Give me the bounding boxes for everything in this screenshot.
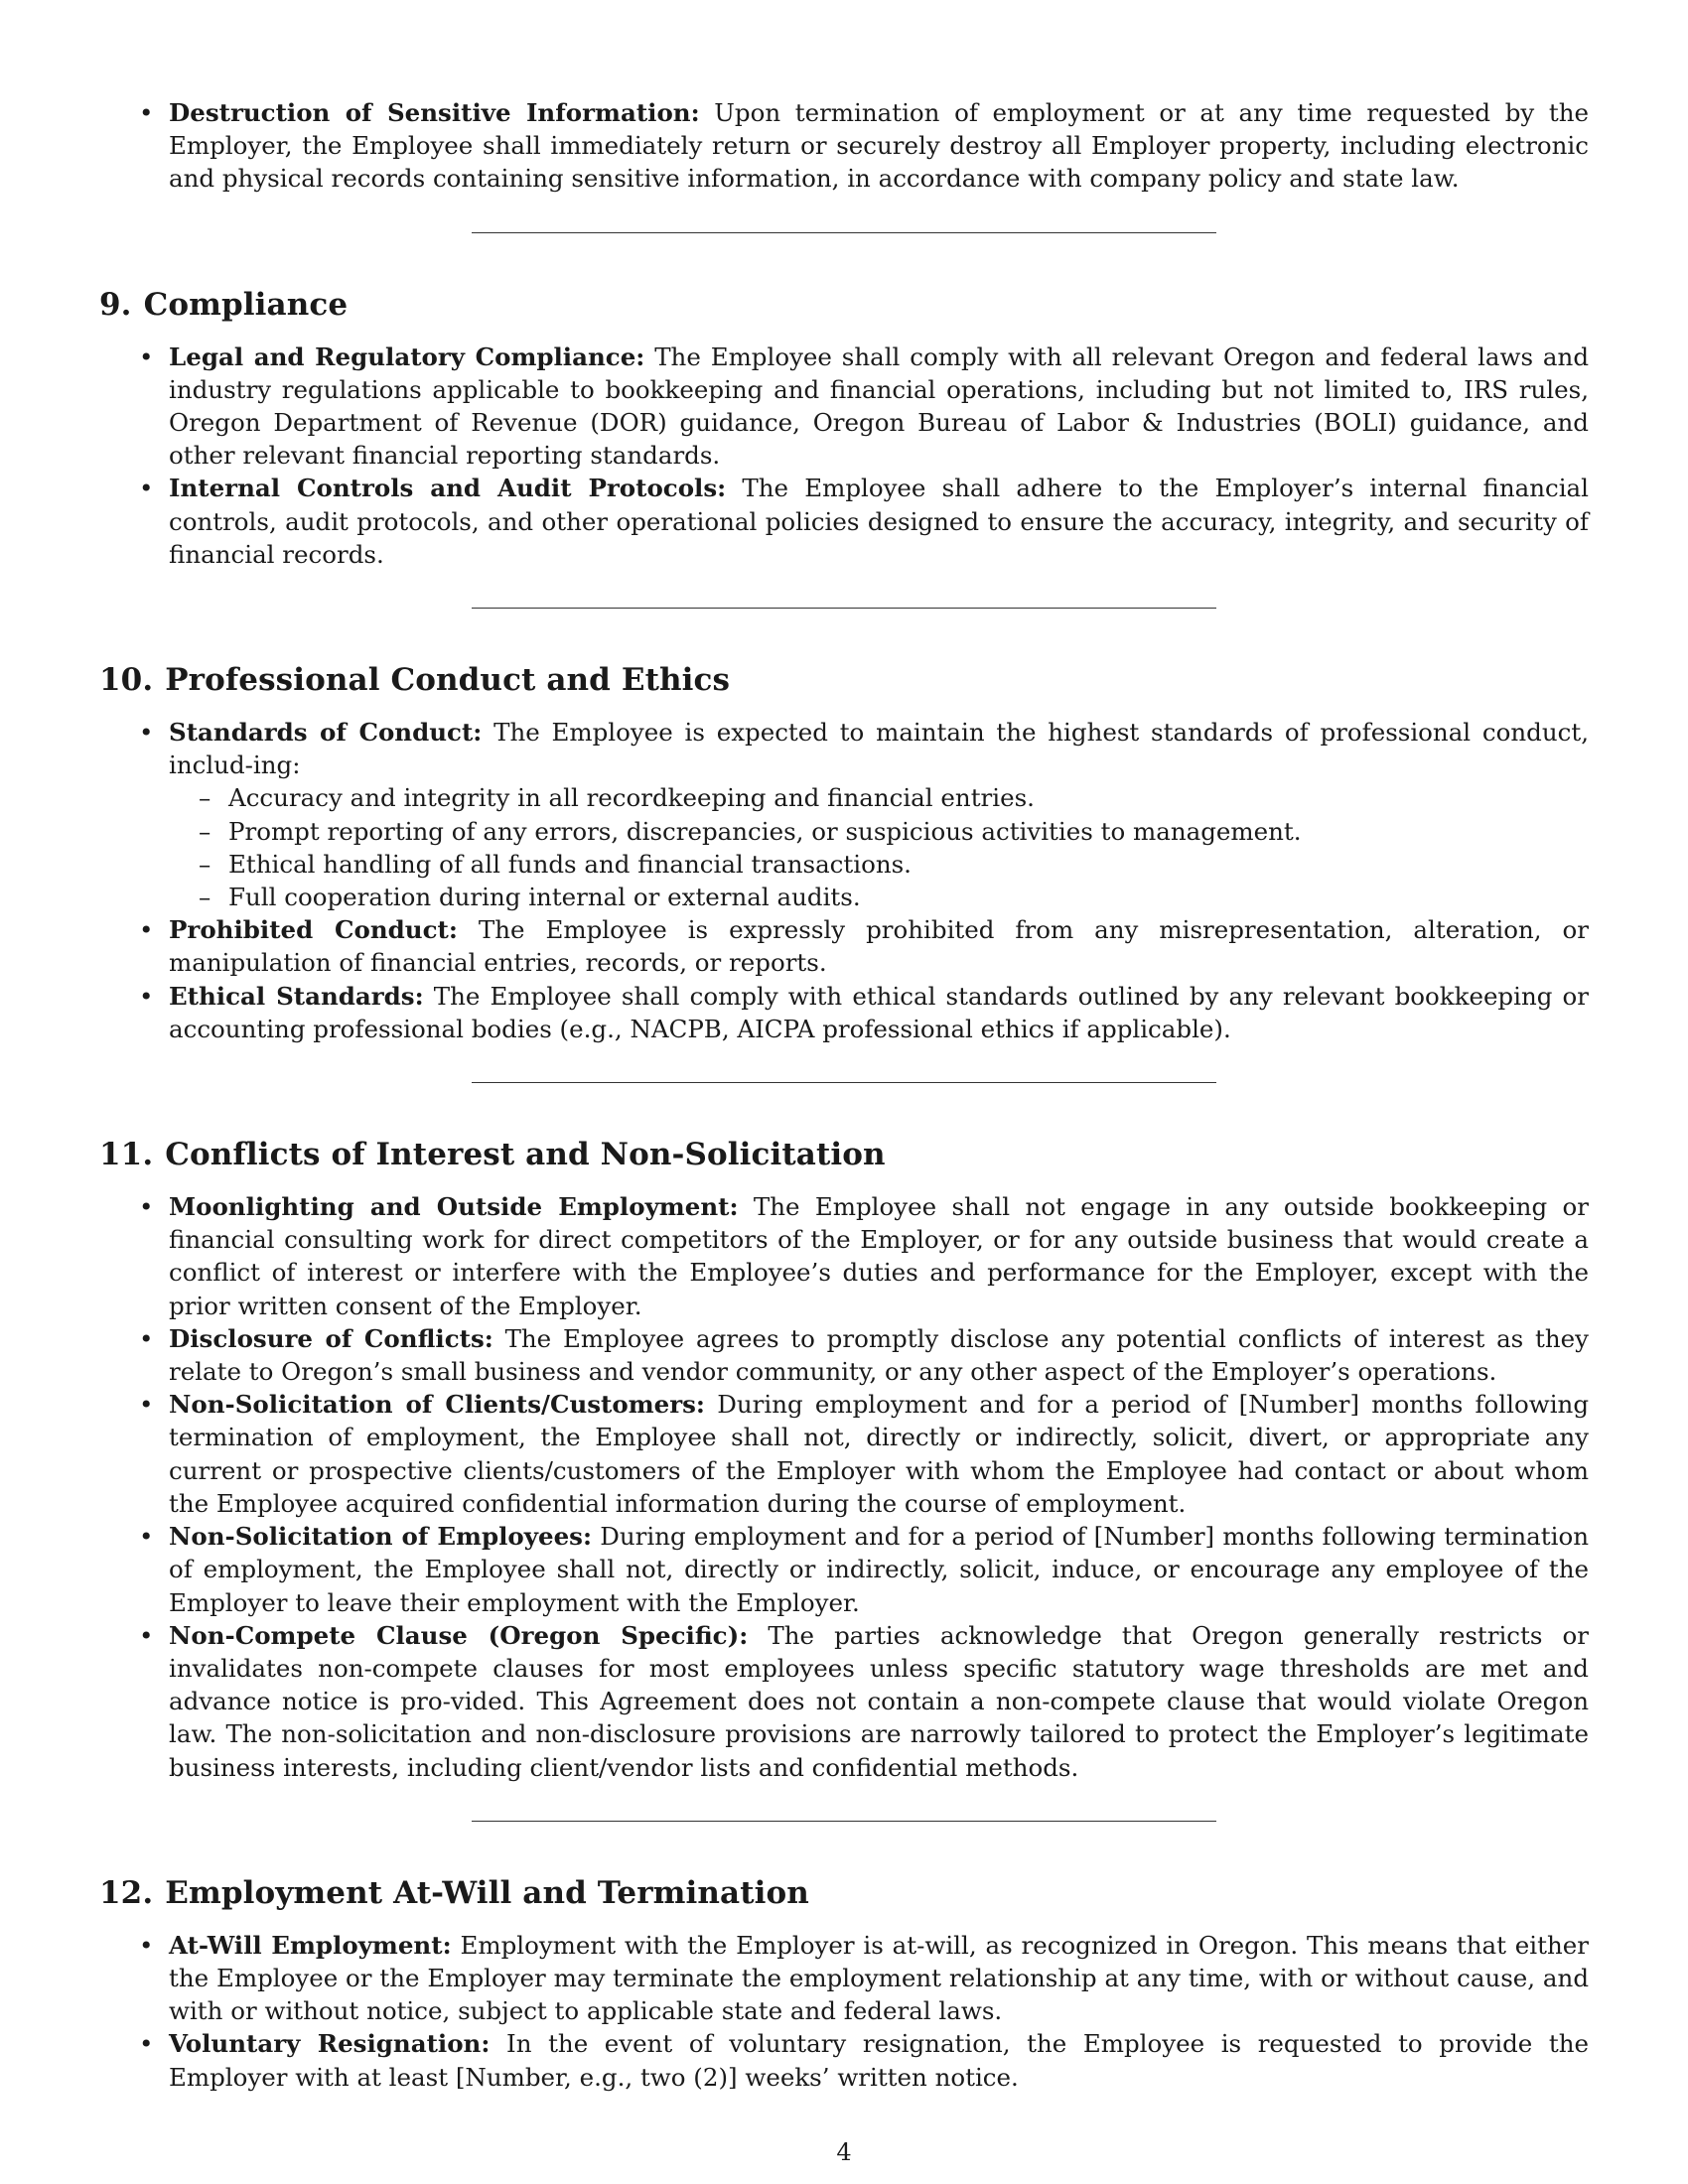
item-text: During employment and for a period of [Number] months following termination of employment, the Employee shall not, directly or indirectly, solicit, induce, or encourage any employee of the Employer to leave their employment with the Employer. <box>169 1522 1589 1617</box>
section-title: Compliance <box>143 286 349 323</box>
item-title: Prohibited Conduct: <box>169 915 458 945</box>
list-item-internal-controls <box>99 472 1589 571</box>
section-number: 9. <box>99 286 132 323</box>
section-11-list <box>99 1190 1589 1784</box>
section-10-conduct <box>99 660 1589 1045</box>
item-title: At-Will Employment: <box>169 1930 452 1960</box>
item-text: During employment and for a period of [Number] months following termination of employment, the Employee shall not, directly or indirectly, solicit, divert, or appropriate any current or prospective clients/customers of the Employer with whom the Employee had contact or about whom the Employee acquired confidential information during the course of employment. <box>169 1390 1590 1518</box>
item-title: Standards of Conduct: <box>169 718 483 748</box>
list-item-at-will <box>99 1929 1589 2028</box>
item-text: The Employee shall adhere to the Employer’s internal financial controls, audit protocols, and other operational policies designed to ensure the accuracy, integrity, and security of financial records. <box>169 474 1589 569</box>
item-text: The Employee shall comply with ethical standards outlined by any relevant bookkeeping or accounting professional bodies (e.g., NACPB, AICPA professional ethics if applicable). <box>169 981 1589 1043</box>
item-title: Non-Compete Clause (Oregon Specific): <box>169 1620 749 1650</box>
list-item-moonlighting <box>99 1190 1589 1322</box>
item-title: Legal and Regulatory Compliance: <box>169 341 645 371</box>
list-item-ethical-standards <box>99 980 1589 1045</box>
item-text: In the event of voluntary resignation, the Employee is requested to provide the Employer with at least [Number, e.g., two (2)] weeks’ written notice. <box>169 2029 1589 2092</box>
section-8-continued <box>99 96 1589 196</box>
list-item-voluntary-resignation <box>99 2027 1589 2093</box>
sub-item: – Full cooperation during internal or external audits. <box>169 881 1589 913</box>
list-item-prohibited-conduct <box>99 913 1589 979</box>
section-heading <box>99 660 1589 700</box>
list-item-legal-compliance <box>99 341 1589 473</box>
section-12-termination <box>99 1873 1589 2094</box>
item-text: The parties acknowledge that Oregon generally restricts or invalidates non-compete clauses for most employees unless specific statutory wage thresholds are met and advance notice is pro-vided. This Agreement does not contain a non-compete clause that would violate Oregon law. The non-solicitation and non-disclosure provisions are narrowly tailored to protect the Employer’s legitimate business interests, including client/vendor lists and confidential methods. <box>169 1620 1589 1782</box>
section-number: 10. <box>99 662 154 699</box>
list-item-non-compete <box>99 1619 1589 1784</box>
section-11-conflicts <box>99 1135 1589 1784</box>
item-title: Non-Solicitation of Employees: <box>169 1522 593 1552</box>
list-item-non-solicit-clients <box>99 1388 1589 1520</box>
conduct-sublist <box>169 781 1589 913</box>
item-title: Disclosure of Conflicts: <box>169 1323 493 1353</box>
section-divider <box>472 1082 1216 1083</box>
section-9-list <box>99 341 1589 571</box>
sub-item: – Prompt reporting of any errors, discrepancies, or suspicious activities to management. <box>169 815 1589 848</box>
list-item-disclosure <box>99 1322 1589 1388</box>
sub-item: – Accuracy and integrity in all recordkeeping and financial entries. <box>169 781 1589 814</box>
section-divider <box>472 232 1216 233</box>
section-number: 11. <box>99 1137 154 1173</box>
item-text: The Employee agrees to promptly disclose any potential conflicts of interest as they relate to Oregon’s small business and vendor community, or any other aspect of the Employer’s operations. <box>169 1323 1589 1387</box>
section-8-list <box>99 96 1589 196</box>
list-item-standards-of-conduct <box>99 716 1589 913</box>
item-text: Employment with the Employer is at-will, as recognized in Oregon. This means that either the Employee or the Employer may terminate the employment relationship at any time, with or without cause, and with or without notice, subject to applicable state and federal laws. <box>169 1930 1589 2026</box>
section-divider <box>472 608 1216 609</box>
item-title: Internal Controls and Audit Protocols: <box>169 474 727 503</box>
item-title: Non-Solicitation of Clients/Customers: <box>169 1390 705 1420</box>
section-title: Professional Conduct and Ethics <box>165 662 731 699</box>
item-title: Voluntary Resignation: <box>169 2029 491 2059</box>
item-title: Moonlighting and Outside Employment: <box>169 1192 739 1222</box>
section-heading <box>99 285 1589 325</box>
section-12-list <box>99 1929 1589 2094</box>
item-title: Destruction of Sensitive Information: <box>169 98 700 127</box>
sub-item: – Ethical handling of all funds and financial transactions. <box>169 848 1589 881</box>
page-number: 4 <box>836 2138 852 2166</box>
section-10-list <box>99 716 1589 1045</box>
section-divider <box>472 1821 1216 1822</box>
section-heading <box>99 1135 1589 1174</box>
list-item-destruction <box>99 96 1589 196</box>
item-text: The Employee is expressly prohibited from any misrepresentation, alteration, or manipulation of financial entries, records, or reports. <box>169 915 1589 978</box>
section-title: Employment At-Will and Termination <box>165 1874 809 1911</box>
list-item-non-solicit-employees <box>99 1520 1589 1619</box>
item-text: The Employee shall not engage in any outside bookkeeping or financial consulting work for direct competitors of the Employer, or for any outside business that would create a conflict of interest or interfere with the Employee’s duties and performance for the Employer, except with the prior written consent of the Employer. <box>169 1192 1589 1320</box>
section-number: 12. <box>99 1874 154 1911</box>
section-9-compliance <box>99 285 1589 571</box>
item-title: Ethical Standards: <box>169 981 424 1011</box>
section-heading <box>99 1873 1589 1913</box>
item-text: The Employee shall comply with all relevant Oregon and federal laws and industry regulations applicable to bookkeeping and financial operations, including but not limited to, IRS rules, Oregon Department of Revenue (DOR) guidance, Oregon Bureau of Labor & Industries (BOLI) guidance, and other relevant financial reporting standards. <box>169 341 1589 471</box>
item-text: The Employee is expected to maintain the highest standards of professional conduct, includ-ing: <box>169 718 1589 780</box>
item-text: Upon termination of employment or at any time requested by the Employer, the Employee shall immediately return or securely destroy all Employer property, including electronic and physical records containing sensitive information, in accordance with company policy and state law. <box>169 98 1589 194</box>
section-title: Conflicts of Interest and Non-Solicitation <box>165 1137 886 1173</box>
